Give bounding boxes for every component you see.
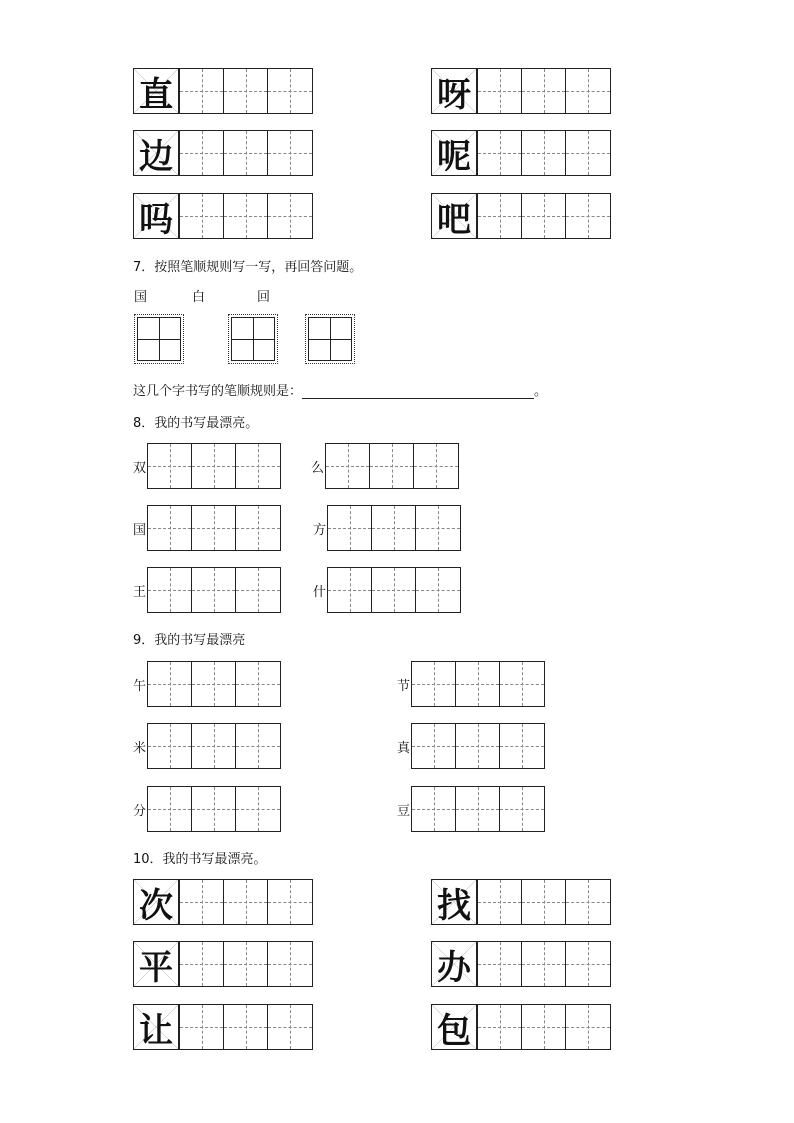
writing-grid[interactable] — [179, 1004, 313, 1050]
q8-row-1-left — [133, 443, 281, 489]
q10-row-2-right — [431, 941, 611, 987]
model-char: 让 — [139, 1010, 173, 1051]
model-char-box — [431, 941, 477, 987]
q8-row-2-right — [313, 505, 461, 551]
q9-row-1-right — [397, 661, 545, 707]
q7-title: 7．按照笔顺规则写一写，再回答问题。 — [133, 260, 363, 275]
s6-row-1-right — [431, 68, 611, 114]
q8-char: 王 — [133, 584, 147, 600]
model-char: 边 — [139, 136, 173, 177]
s6-row-2-right — [431, 130, 611, 176]
model-char-box — [133, 879, 179, 925]
model-char-box — [431, 130, 477, 176]
writing-grid[interactable] — [477, 879, 611, 925]
model-char: 包 — [437, 1010, 471, 1051]
q7-answer-suffix: 。 — [534, 384, 548, 399]
q9-row-2-left — [133, 723, 281, 769]
model-char-box — [431, 193, 477, 239]
q9-char: 真 — [397, 740, 411, 756]
q9-row-1-left — [133, 661, 281, 707]
s6-row-3-left — [133, 193, 313, 239]
writing-grid[interactable] — [477, 941, 611, 987]
writing-grid[interactable] — [411, 661, 545, 707]
q9-char: 米 — [133, 740, 147, 756]
writing-grid[interactable] — [179, 193, 313, 239]
writing-grid[interactable] — [327, 567, 461, 613]
q10-row-1-right — [431, 879, 611, 925]
writing-grid[interactable] — [147, 443, 281, 489]
q8-char: 双 — [133, 460, 147, 476]
writing-grid[interactable] — [325, 443, 459, 489]
q7-char-1: 国 — [134, 290, 148, 305]
q7-writing-box-2[interactable] — [228, 314, 278, 364]
model-char: 平 — [139, 947, 173, 988]
q8-row-3-left — [133, 567, 281, 613]
model-char: 呢 — [437, 136, 471, 177]
q9-char: 豆 — [397, 803, 411, 819]
model-char: 吧 — [437, 199, 471, 240]
q9-char: 分 — [133, 803, 147, 819]
q9-row-3-left — [133, 786, 281, 832]
q7-char-3: 回 — [257, 290, 271, 305]
writing-grid[interactable] — [477, 68, 611, 114]
q8-char: 方 — [313, 522, 327, 538]
q7-answer-line — [133, 380, 547, 399]
s6-row-3-right — [431, 193, 611, 239]
q8-char: 国 — [133, 522, 147, 538]
q9-row-3-right — [397, 786, 545, 832]
model-char: 直 — [139, 74, 173, 115]
q8-char: 什 — [313, 584, 327, 600]
writing-grid[interactable] — [147, 723, 281, 769]
q10-row-2-left — [133, 941, 313, 987]
writing-grid[interactable] — [147, 505, 281, 551]
q7-writing-box-1[interactable] — [134, 314, 184, 364]
writing-grid[interactable] — [411, 786, 545, 832]
model-char-box — [133, 130, 179, 176]
model-char: 办 — [437, 947, 471, 988]
model-char-box — [133, 1004, 179, 1050]
writing-grid[interactable] — [147, 567, 281, 613]
model-char-box — [431, 1004, 477, 1050]
writing-grid[interactable] — [477, 193, 611, 239]
s6-row-1-left — [133, 68, 313, 114]
q9-title: 9．我的书写最漂亮 — [133, 633, 246, 648]
model-char-box — [431, 68, 477, 114]
model-char: 吗 — [139, 199, 173, 240]
model-char-box — [431, 879, 477, 925]
q7-writing-box-3[interactable] — [305, 314, 355, 364]
model-char-box — [133, 68, 179, 114]
q10-row-3-left — [133, 1004, 313, 1050]
q9-char: 节 — [397, 678, 411, 694]
writing-grid[interactable] — [477, 1004, 611, 1050]
q7-answer-prefix: 这几个字书写的笔顺规则是： — [133, 384, 303, 399]
writing-grid[interactable] — [179, 130, 313, 176]
writing-grid[interactable] — [147, 661, 281, 707]
s6-row-2-left — [133, 130, 313, 176]
model-char: 呀 — [437, 74, 471, 115]
writing-grid[interactable] — [477, 130, 611, 176]
q7-answer-blank[interactable] — [302, 386, 534, 399]
q8-char: 么 — [311, 460, 325, 476]
model-char: 找 — [437, 885, 471, 926]
q10-row-1-left — [133, 879, 313, 925]
q9-char: 午 — [133, 678, 147, 694]
model-char-box — [133, 941, 179, 987]
writing-grid[interactable] — [411, 723, 545, 769]
writing-grid[interactable] — [179, 68, 313, 114]
writing-grid[interactable] — [327, 505, 461, 551]
q7-char-2: 白 — [192, 290, 206, 305]
q8-row-1-right — [311, 443, 459, 489]
q9-row-2-right — [397, 723, 545, 769]
writing-grid[interactable] — [179, 941, 313, 987]
q10-title: 10．我的书写最漂亮。 — [133, 852, 267, 867]
q8-row-2-left — [133, 505, 281, 551]
q8-title: 8．我的书写最漂亮。 — [133, 416, 259, 431]
q10-row-3-right — [431, 1004, 611, 1050]
writing-grid[interactable] — [147, 786, 281, 832]
writing-grid[interactable] — [179, 879, 313, 925]
model-char-box — [133, 193, 179, 239]
model-char: 次 — [139, 885, 173, 926]
q8-row-3-right — [313, 567, 461, 613]
